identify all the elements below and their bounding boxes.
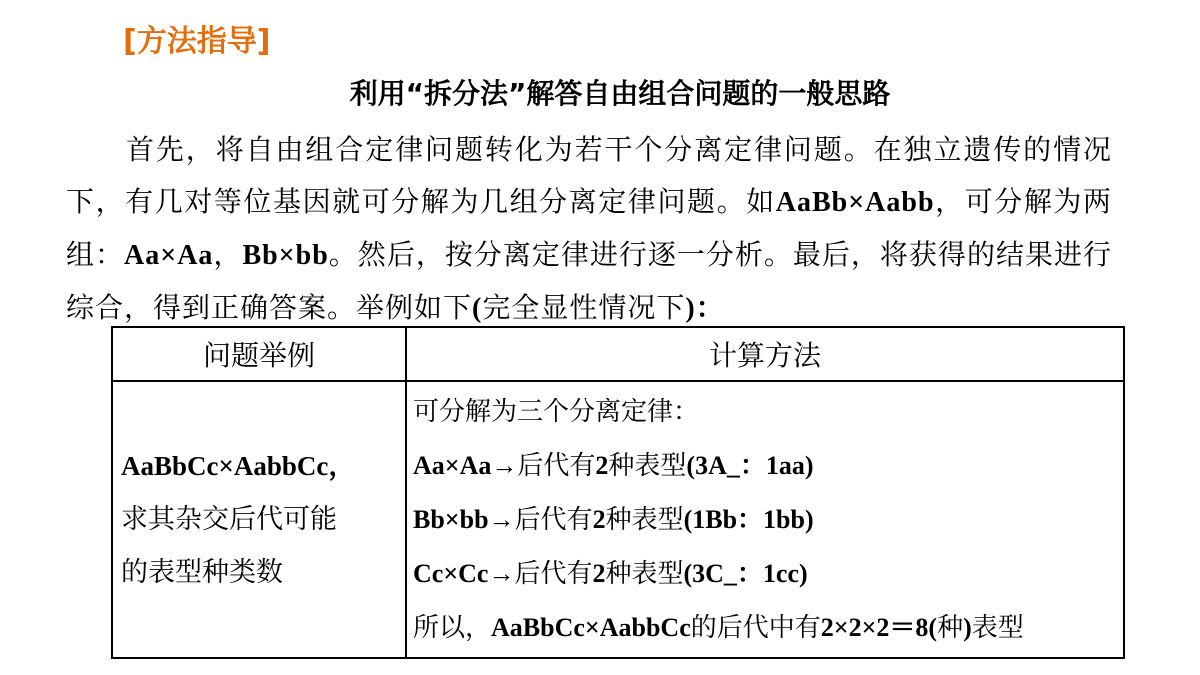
summary-calc: 2×2×2＝8 (820, 613, 929, 642)
example-cross (121, 440, 397, 493)
header-method: 计算方法 (406, 327, 1124, 381)
method-guide-tag: [方法指导] (123, 24, 271, 59)
para-text-4: 完全显性情况下 (482, 291, 686, 324)
row1-text: 后代有 (517, 451, 596, 481)
row2-num: 2 (592, 505, 606, 534)
row1-cross: Aa×Aa (413, 451, 492, 480)
method-row-2 (413, 493, 1115, 547)
summary-paren-open: ( (928, 613, 938, 642)
row3-ratio: (3C_：1cc) (683, 559, 808, 588)
row3-text2: 种表型 (605, 559, 684, 589)
example-line-3: 的表型种类数 (121, 557, 283, 588)
row3-text: 后代有 (514, 559, 593, 589)
para-paren-close: )： (685, 293, 725, 324)
row1-ratio: (3A_：1aa) (686, 451, 814, 480)
method-row-1 (413, 439, 1115, 493)
example-table (111, 326, 1125, 659)
para-text-1: 首先，将自由组合定律问题转化为若干个分离定律问题。在独立遗传的情况下，有几对等位基因就可分解为几组分离定律问题。如 (66, 133, 1112, 218)
example-line-2: 求其杂交后代可能 (121, 504, 337, 535)
intro-paragraph (66, 124, 1112, 335)
para-text-2: ，可分解为两组： (66, 185, 1112, 271)
method-row-3 (413, 547, 1115, 601)
row2-arrow: → (488, 505, 515, 534)
example-cell (112, 381, 406, 658)
method-summary (413, 601, 1115, 655)
para-text-3: 。然后，按分离定律进行逐一分析。最后，将获得的结果进行综合，得到正确答案。举例如下 (66, 238, 1112, 324)
row1-arrow: → (491, 451, 518, 480)
para-paren-open: ( (472, 293, 483, 324)
para-pair-2: Bb×bb (242, 240, 329, 271)
row3-arrow: → (488, 559, 515, 588)
row2-text2: 种表型 (605, 505, 684, 535)
example-cross-text: AaBbCc×AabbCc， (121, 451, 356, 481)
row3-cross: Cc×Cc (413, 559, 489, 588)
summary-mid: 的后代中有 (690, 613, 821, 643)
table-header-row (112, 327, 1124, 381)
para-pair-1: Aa×Aa (124, 240, 214, 271)
method-intro: 可分解为三个分离定律： (413, 397, 700, 427)
para-sep: ， (213, 238, 243, 271)
section-title: 利用“拆分法”解答自由组合问题的一般思路 (349, 77, 891, 110)
row2-ratio: (1Bb：1bb) (683, 505, 814, 534)
header-example: 问题举例 (112, 327, 406, 381)
row3-num: 2 (592, 559, 606, 588)
para-cross: AaBb×Aabb (775, 187, 935, 218)
summary-paren-close: ) (963, 613, 972, 642)
row1-text2: 种表型 (608, 451, 687, 481)
summary-unit: 种 (937, 613, 964, 643)
row1-num: 2 (595, 451, 609, 480)
row2-cross: Bb×bb (413, 505, 489, 534)
row2-text: 后代有 (514, 505, 593, 535)
summary-pre: 所以， (413, 613, 492, 643)
method-cell (406, 381, 1124, 658)
summary-post: 表型 (971, 613, 1024, 643)
table-row (112, 381, 1124, 658)
summary-cross: AaBbCc×AabbCc (491, 613, 691, 642)
